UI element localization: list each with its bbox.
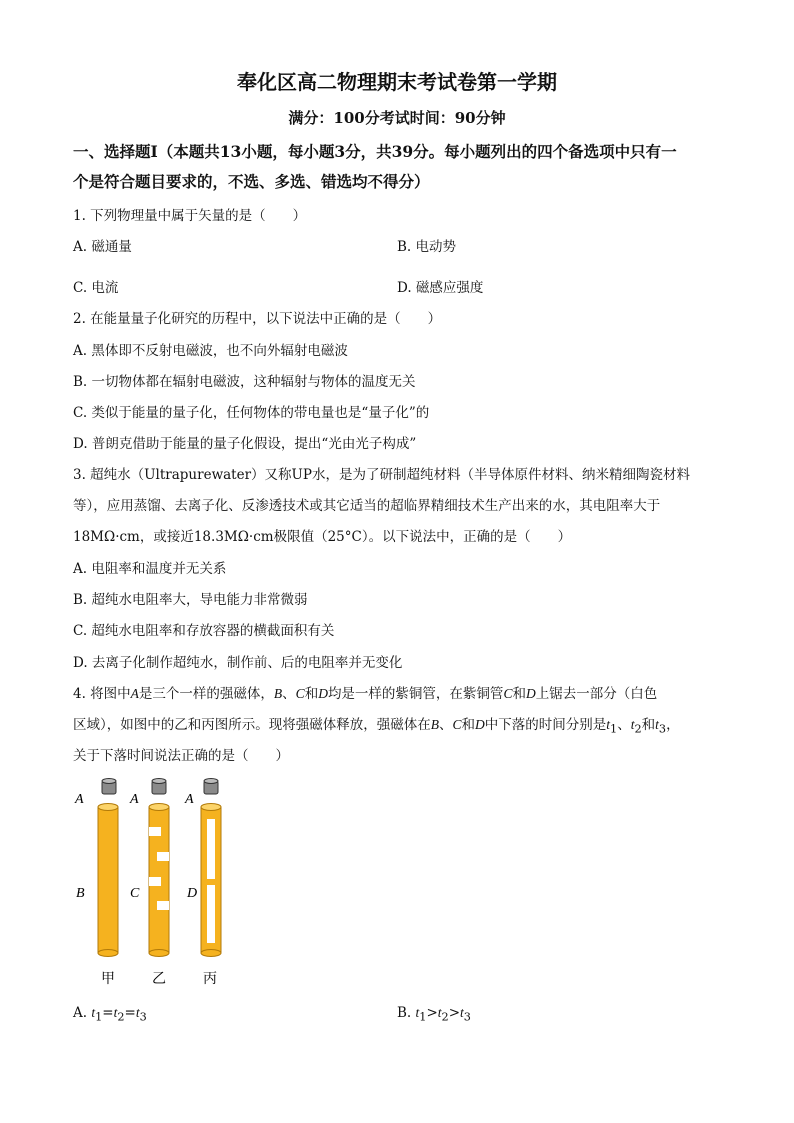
magnet-a-3 [204,779,218,795]
tube-jia [98,804,118,957]
magnet-a-1 [102,779,116,795]
question-3-option-a[interactable]: A. 电阻率和温度并无关系 [73,561,227,577]
question-2-option-c[interactable]: C. 类似于能量的量子化，任何物体的带电量也是“量子化”的 [73,405,430,421]
section-heading-line1: 一、选择题Ⅰ（本题共13小题，每小题3分，共39分。每小题列出的四个备选项中只有一 [73,142,677,161]
question-4-stem-line3: 关于下落时间说法正确的是（ ） [73,748,289,764]
tube-yi [149,804,169,957]
question-2-stem: 2. 在能量量子化研究的历程中，以下说法中正确的是（ ） [73,311,442,327]
figure-label-b: B [76,886,85,901]
page-title: 奉化区高二物理期末考试卷第一学期 [237,70,557,94]
magnet-a-2 [152,779,166,795]
figure-caption-jia: 甲 [101,971,115,987]
question-3-stem-line3: 18MΩ·cm，或接近18.3MΩ·cm极限值（25°C）。以下说法中，正确的是（ ） [73,529,572,545]
figure-label-d: D [187,886,198,901]
figure-label-c: C [130,886,140,901]
question-3-stem-line1: 3. 超纯水（Ultrapurewater）又称UP水，是为了研制超纯材料（半导体原件材料、纳米精细陶瓷材料 [73,467,691,483]
figure-caption-yi: 乙 [152,971,166,987]
question-2-option-a[interactable]: A. 黑体即不反射电磁波，也不向外辐射电磁波 [73,343,348,359]
section-heading-line2: 个是符合题目要求的，不选、多选、错选均不得分） [73,172,430,191]
question-1-option-c[interactable]: C. 电流 [73,280,119,296]
question-2-option-d[interactable]: D. 普朗克借助于能量的量子化假设，提出“光由光子构成” [73,436,417,452]
question-4-stem-line2: 区域），如图中的乙和丙图所示。现将强磁体释放，强磁体在B、C和D中下落的时间分别是$t_1$、$t_2$和$t_3$， [73,717,680,736]
figure-caption-bing: 丙 [203,971,217,987]
figure-label-a: A [130,792,139,807]
tube-bing [201,804,221,957]
question-2-option-b[interactable]: B. 一切物体都在辐射电磁波，这种辐射与物体的温度无关 [73,374,416,390]
question-4-option-b[interactable]: B. $t_1>t_2>t_3$ [397,1005,471,1024]
question-4-stem-line1: 4. 将图中A是三个一样的强磁体，B、C和D均是一样的紫铜管，在紫铜管C和D上锯去一部分（白色 [73,686,658,702]
question-1-option-b[interactable]: B. 电动势 [397,239,457,255]
question-3-option-c[interactable]: C. 超纯水电阻率和存放容器的横截面积有关 [73,623,335,639]
exam-info: 满分：100分考试时间：90分钟 [288,109,506,127]
question-1-option-d[interactable]: D. 磁感应强度 [397,280,484,296]
question-1-option-a[interactable]: A. 磁通量 [73,239,132,255]
question-4-option-a[interactable]: A. $t_1=t_2=t_3$ [73,1005,147,1024]
question-3-option-b[interactable]: B. 超纯水电阻率大，导电能力非常微弱 [73,592,308,608]
question-3-option-d[interactable]: D. 去离子化制作超纯水，制作前、后的电阻率并无变化 [73,655,403,671]
magnet-tube-figure [70,775,250,993]
figure-label-a: A [75,792,84,807]
question-3-stem-line2: 等），应用蒸馏、去离子化、反渗透技术或其它适当的超临界精细技术生产出来的水，其电阻率大于 [73,498,661,514]
figure-label-a: A [185,792,194,807]
question-1-stem: 1. 下列物理量中属于矢量的是（ ） [73,208,307,224]
